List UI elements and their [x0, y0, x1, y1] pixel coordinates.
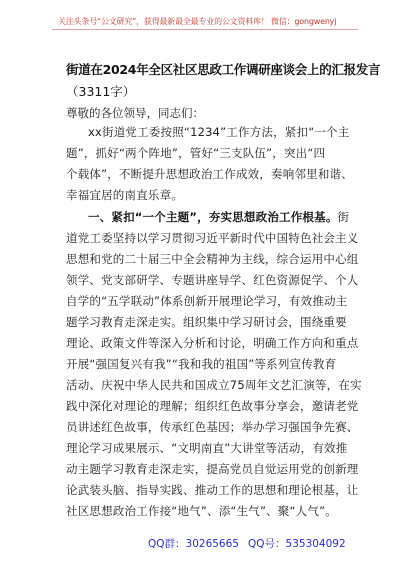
intro-paragraph [66, 122, 358, 206]
footer-contact [0, 536, 408, 552]
section-1-first-line [66, 207, 358, 228]
qq-group-link[interactable]: QQ群：30265665 [148, 538, 239, 550]
section-1-line: 领学、党支部研学、专题讲座导学、红色资源促学、个人 [66, 273, 359, 287]
section-1-line: 社区思想政治工作接“地气”、添“生气”、聚“人气”。 [66, 504, 337, 518]
section-1-line: 自学的“五学联动”体系创新开展理论学习，有效推动主 [66, 294, 348, 308]
section-1-line: 理论、政策文件等深入分析和讨论，明确工作方向和重点 [66, 336, 359, 350]
word-count: （3311字） [66, 84, 136, 99]
intro-line: xx街道党工委按照“1234”工作方法，紧扣“一个主 [88, 125, 350, 139]
section-1-line: 员讲述红色故事，传承红色基因；举办学习强国争先赛、 [66, 420, 359, 434]
section-1-paragraph [66, 207, 362, 522]
intro-line: 题”，抓好“两个阵地”，管好“三支队伍”，突出“四 [66, 146, 326, 160]
header-promo: 关注头条号“公文研究”，获得最新最全最专业的公文资料库！ 微信：gongwenyj [58, 17, 337, 26]
section-1-line: 动主题学习教育走深走实，提高党员自觉运用党的创新理 [66, 462, 359, 476]
section-1-line: 活动、庆祝中华人民共和国成立75周年文艺汇演等，在实 [66, 378, 362, 392]
intro-line: 个载体”，不断提升思想政治工作成效，奏响邻里和谐、 [66, 167, 353, 181]
header-divider [52, 29, 358, 30]
section-1-line: 思想和党的二十届三中全会精神为主线，综合运用中心组 [66, 252, 359, 266]
section-1-line: 道党工委坚持以学习贯彻习近平新时代中国特色社会主义 [66, 231, 359, 245]
section-1-line: 理论学习成果展示、“文明南直”大讲堂等活动，有效推 [66, 441, 348, 455]
section-1-heading-tail: 街 [337, 210, 350, 224]
section-1-heading: 一、紧扣“一个主题”，夯实思想政治工作根基。 [88, 210, 338, 224]
section-1-line: 践中深化对理论的理解；组织红色故事分享会，邀请老党 [66, 399, 359, 413]
document-title: 街道在2024年全区社区思政工作调研座谈会上的汇报发言 [66, 62, 381, 77]
intro-line: 幸福宜居的南直乐章。 [66, 188, 183, 202]
section-1-line: 题学习教育走深走实。组织集中学习研讨会，围绕重要 [66, 315, 347, 329]
salutation: 尊敬的各位领导，同志们： [66, 106, 204, 120]
section-1-line: 论武装头脑、指导实践、推动工作的思想和理论根基，让 [66, 483, 359, 497]
qq-number-link[interactable]: QQ号：535304092 [248, 538, 346, 550]
section-1-line: 开展“强国复兴有我”“我和我的祖国”等系列宣传教育 [66, 357, 337, 371]
